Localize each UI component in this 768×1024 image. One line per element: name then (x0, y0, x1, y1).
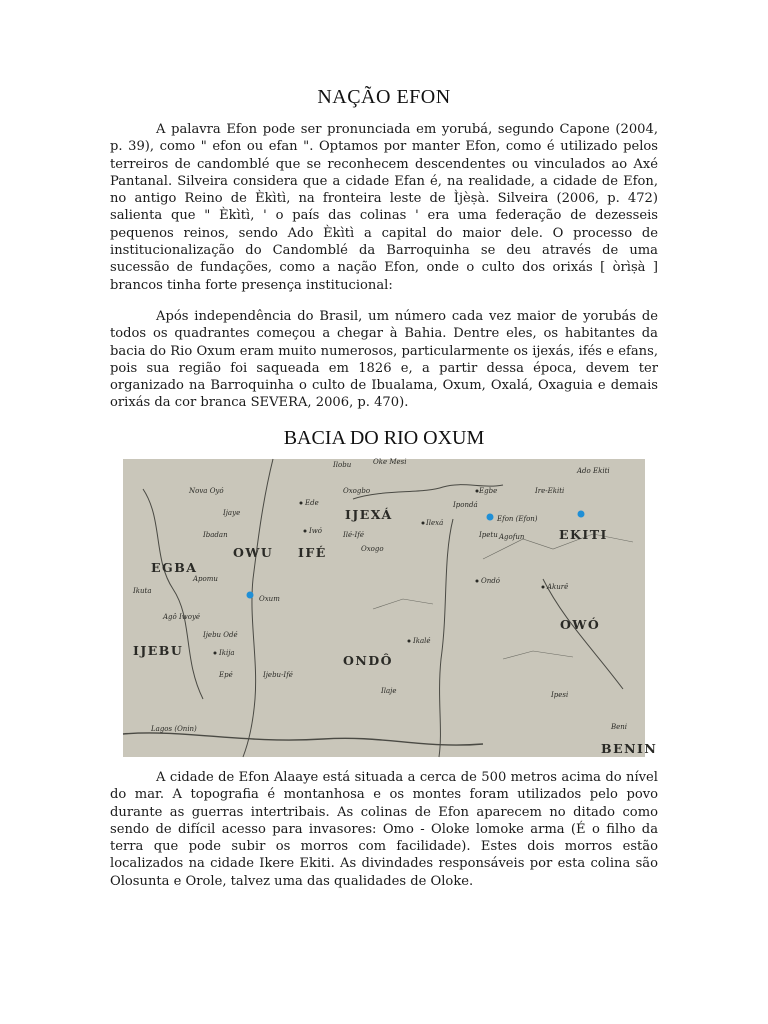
town-dot (542, 586, 545, 589)
town-label: Oxum (259, 595, 280, 603)
town-dot (214, 652, 217, 655)
paragraph-2: Após independência do Brasil, um número cada vez maior de yorubás de todos os quadrantes começou a chegar à Bahia. Dentre eles, os habitantes da bacia do Rio Oxum eram muito numerosos, particularmente os ijexás, ifés e efans, pois sua região foi saqueada em 1826 e, a partir dessa época, devem ter organizado na Barroquinha o culto de Ibualama, Oxum, Oxalá, Oxaguia e demais orixás da cor branca SEVERA, 2006, p. 470). (110, 309, 658, 411)
town-label: Oke Mesi (373, 458, 407, 466)
town-label: Ilé-Ifé (343, 531, 365, 539)
map-label: EKITI (559, 527, 608, 542)
town-label: Ilobu (333, 461, 352, 469)
map-image (123, 458, 658, 757)
town-label: Ado Ekiti (577, 467, 610, 475)
town-label: Ondó (481, 577, 500, 585)
river-oxum (243, 459, 273, 757)
town-label: Ipesi (551, 691, 569, 699)
map-label: ONDÔ (343, 653, 394, 668)
hill-ridge-2 (373, 599, 433, 609)
town-label: Agô Iwoyé (163, 613, 201, 621)
town-dot (304, 530, 307, 533)
marker-ekiti (578, 511, 585, 518)
town-dot (408, 640, 411, 643)
town-label: Ikalé (413, 637, 431, 645)
map-label: OWÓ (560, 617, 601, 632)
town-label: Akurê (547, 583, 569, 591)
map-drawing (123, 458, 658, 757)
town-label: Apomu (193, 575, 218, 583)
town-label: Nova Oyó (189, 487, 224, 495)
coast-line (123, 733, 483, 745)
page-title: NAÇÃO EFON (317, 86, 451, 108)
river-oni (439, 519, 453, 757)
town-dot (422, 522, 425, 525)
town-label: Epé (219, 671, 233, 679)
map-label: IJEXÁ (345, 507, 393, 522)
town-label: Agofun (499, 533, 525, 541)
section-heading: BACIA DO RIO OXUM (283, 427, 485, 449)
town-label: Efon (Efon) (497, 515, 538, 523)
town-label: Ijaye (223, 509, 241, 517)
town-label: Ilexá (426, 519, 444, 527)
town-label: Egbe (479, 487, 498, 495)
town-label: Ibadan (203, 531, 228, 539)
paragraph-1: A palavra Efon pode ser pronunciada em yorubá, segundo Capone (2004, p. 39), como " efon ou efan ". Optamos por manter Efon, como é utilizado pelos terreiros de candomblé que se reconhecem descendentes ou vinculados ao Axé Pantanal. Silveira considera que a cidade Efan é, na realidade, a cidade de Efon, no antigo Reino de Èkìtì, na fronteira leste de Ìjèṣà. Silveira (2006, p. 472) salienta que " Èkìtì, ' o país das colinas ' era uma federação de dezesseis pequenos reinos, sendo Ado Èkìtì a capital do maior dele. O processo de institucionalização do Candomblé da Barroquinha se deu através de uma sucessão de fundações, como a nação Efon, onde o culto dos orixás [ òrìṣà ] brancos tinha forte presença institucional: (110, 122, 658, 293)
town-label: Ipetu (479, 531, 498, 539)
marker-efon (487, 514, 494, 521)
town-label: Oxogo (361, 545, 384, 553)
map-label: IFÉ (298, 545, 327, 560)
town-label: Ijebu-Ifé (263, 671, 293, 679)
town-label: Oxogbo (343, 487, 371, 495)
map-label: BENIN (601, 741, 658, 756)
town-dot (476, 580, 479, 583)
town-label: Ede (305, 499, 319, 507)
town-label: Ilaje (381, 687, 397, 695)
town-label: Lagos (Onin) (151, 725, 197, 733)
town-label: Iwó (309, 527, 322, 535)
marker-oxum (247, 592, 254, 599)
town-label: Ipondá (453, 501, 478, 509)
paragraph-3: A cidade de Efon Alaaye está situada a cerca de 500 metros acima do nível do mar. A topografia é montanhosa e os montes foram utilizados pelo povo durante as guerras intertribais. As colinas de Efon aparecem no ditado como sendo de difícil acesso para invasores: Omo - Oloke lomoke arma (É o filho da terra que pode subir os morros com facilidade). Estes dois morros estão localizados na cidade Ikere Ekiti. As divindades responsáveis por esta colina são Olosunta e Orole, talvez uma das qualidades de Oloke. (110, 770, 658, 889)
map-label: IJEBU (133, 643, 184, 658)
town-label: Ikuta (133, 587, 152, 595)
hill-ridge-3 (503, 651, 573, 659)
town-dot (300, 502, 303, 505)
town-label: Ikija (219, 649, 235, 657)
map-label: EGBA (151, 560, 198, 575)
town-label: Ire-Ekiti (535, 487, 565, 495)
river-west (143, 489, 203, 699)
town-label: Beni (611, 723, 628, 731)
town-label: Ijebu Odé (203, 631, 238, 639)
map-label: OWU (233, 545, 274, 560)
river-east (543, 579, 623, 689)
town-dot (476, 490, 479, 493)
